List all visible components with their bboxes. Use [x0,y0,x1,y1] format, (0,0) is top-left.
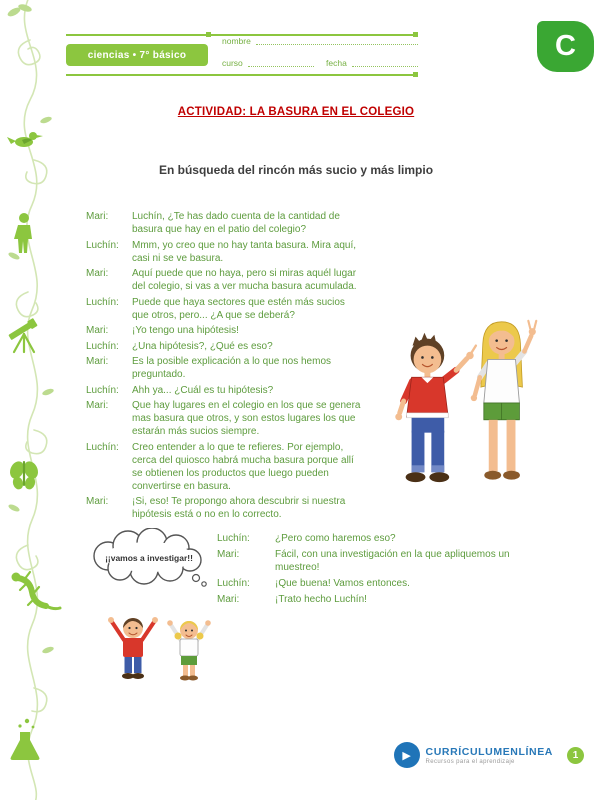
celebrating-boy [108,617,158,679]
speaker-name: Mari: [86,400,109,411]
dialogue-line [217,532,529,545]
speech-text: ¿Una hipótesis?, ¿Qué es eso? [132,340,273,352]
dialogue-section-2 [217,528,560,694]
children-illustration [372,296,560,504]
speaker-name: Luchín: [217,578,250,589]
grade-date-fields [222,56,418,68]
flask-icon [11,719,40,760]
speech-text: ¡Yo tengo una hipótesis! [132,325,239,336]
decorative-border [0,0,62,800]
dialogue-line [86,239,560,265]
celebration-illustration [88,598,238,690]
activity-title: ACTIVIDAD: LA BASURA EN EL COLEGIO [177,106,415,118]
speaker-name: Luchín: [86,239,119,251]
speaker-name: Luchín: [86,296,119,308]
footer [394,742,584,768]
date-write-line [352,66,418,67]
header-rule-bottom [66,74,418,76]
celebrating-girl [167,620,211,680]
speech-text: ¡Trato hecho Luchín! [275,594,367,605]
speech-text: ¡Si, eso! Te propongo ahora descubrir si nuestra hipótesis está o no en lo correcto. [132,496,346,520]
speech-bubble-text: ¡¡vamos a investigar!! [105,553,193,563]
speech-text: Fácil, con una investigación en la que apliquemos un muestreo! [275,549,510,573]
speaker-name: Luchín: [86,441,119,453]
brand-name: CURRÍCULUMENLÍNEA [425,745,553,758]
site-logo: C [537,21,594,72]
dialogue-line [217,593,529,606]
girl-figure [471,321,537,480]
speaker-name: Luchín: [86,384,119,396]
speech-text: Puede que haya sectores que estén más sucios que otros, pero... ¿A que se deberá? [132,296,345,321]
speech-text: Que hay lugares en el colegio en los que se genera mas basura que otros, y son estos lugares los que estarán más sucios siempre. [132,400,361,437]
speaker-name: Mari: [86,268,109,279]
name-write-line [256,44,418,45]
dialogue-line [217,548,529,574]
grade-write-line [248,66,314,67]
speaker-name: Mari: [86,325,109,336]
speaker-name: Luchín: [217,533,250,544]
name-label: nombre [222,36,251,46]
butterfly-icon [7,459,40,491]
page-number-badge: 1 [567,747,584,764]
name-field [222,34,418,46]
speech-text: Aquí puede que no haya, pero si miras aquél lugar del colegio, si vas a ver mucha basura acumulada. [132,268,357,292]
speaker-name: Mari: [86,356,109,367]
boy-figure [395,333,476,482]
illustration-column [86,528,213,694]
speech-text: Ahh ya... ¿Cuál es tu hipótesis? [132,384,274,396]
speech-text: ¡Que buena! Vamos entonces. [275,578,410,589]
speech-text: Creo entender a lo que te refieres. Por ejemplo, cerca del quiosco habrá mucha basura porque allí se obtienen los productos que luego pueden convertirse en basura. [132,441,354,492]
lizard-icon [12,572,61,609]
corner-square [206,32,211,37]
arrow-circle-icon: ▶ [394,742,420,768]
dialogue-section-1 [86,210,560,524]
speaker-name: Mari: [217,594,240,605]
speaker-name: Mari: [86,211,109,222]
conclusion-section [86,528,560,694]
speech-text: ¿Pero como haremos eso? [275,533,396,544]
telescope-icon [8,318,38,352]
date-label: fecha [326,58,347,68]
dialogue-line [86,210,560,236]
speech-text: Mmm, yo creo que no hay tanta basura. Mira aquí, casi ni se ve basura. [132,239,356,264]
brand-tagline: Recursos para el aprendizaje [425,758,515,765]
dialogue-line [86,267,560,293]
dialogue-line [217,577,529,590]
corner-square [413,72,418,77]
brand-block [426,746,553,765]
speech-text: Luchín, ¿Te has dado cuenta de la cantidad de basura que hay en el patio del colegio? [132,211,340,235]
activity-subtitle: En búsqueda del rincón más sucio y más limpio [158,163,434,177]
speaker-name: Mari: [86,496,109,507]
speaker-name: Mari: [217,549,240,560]
course-badge: ciencias • 7° básico [66,44,208,66]
speaker-name: Luchín: [86,340,119,352]
grade-label: curso [222,58,243,68]
speech-bubble [86,528,220,588]
speech-text: Es la posible explicación a lo que nos hemos preguntado. [132,356,332,380]
